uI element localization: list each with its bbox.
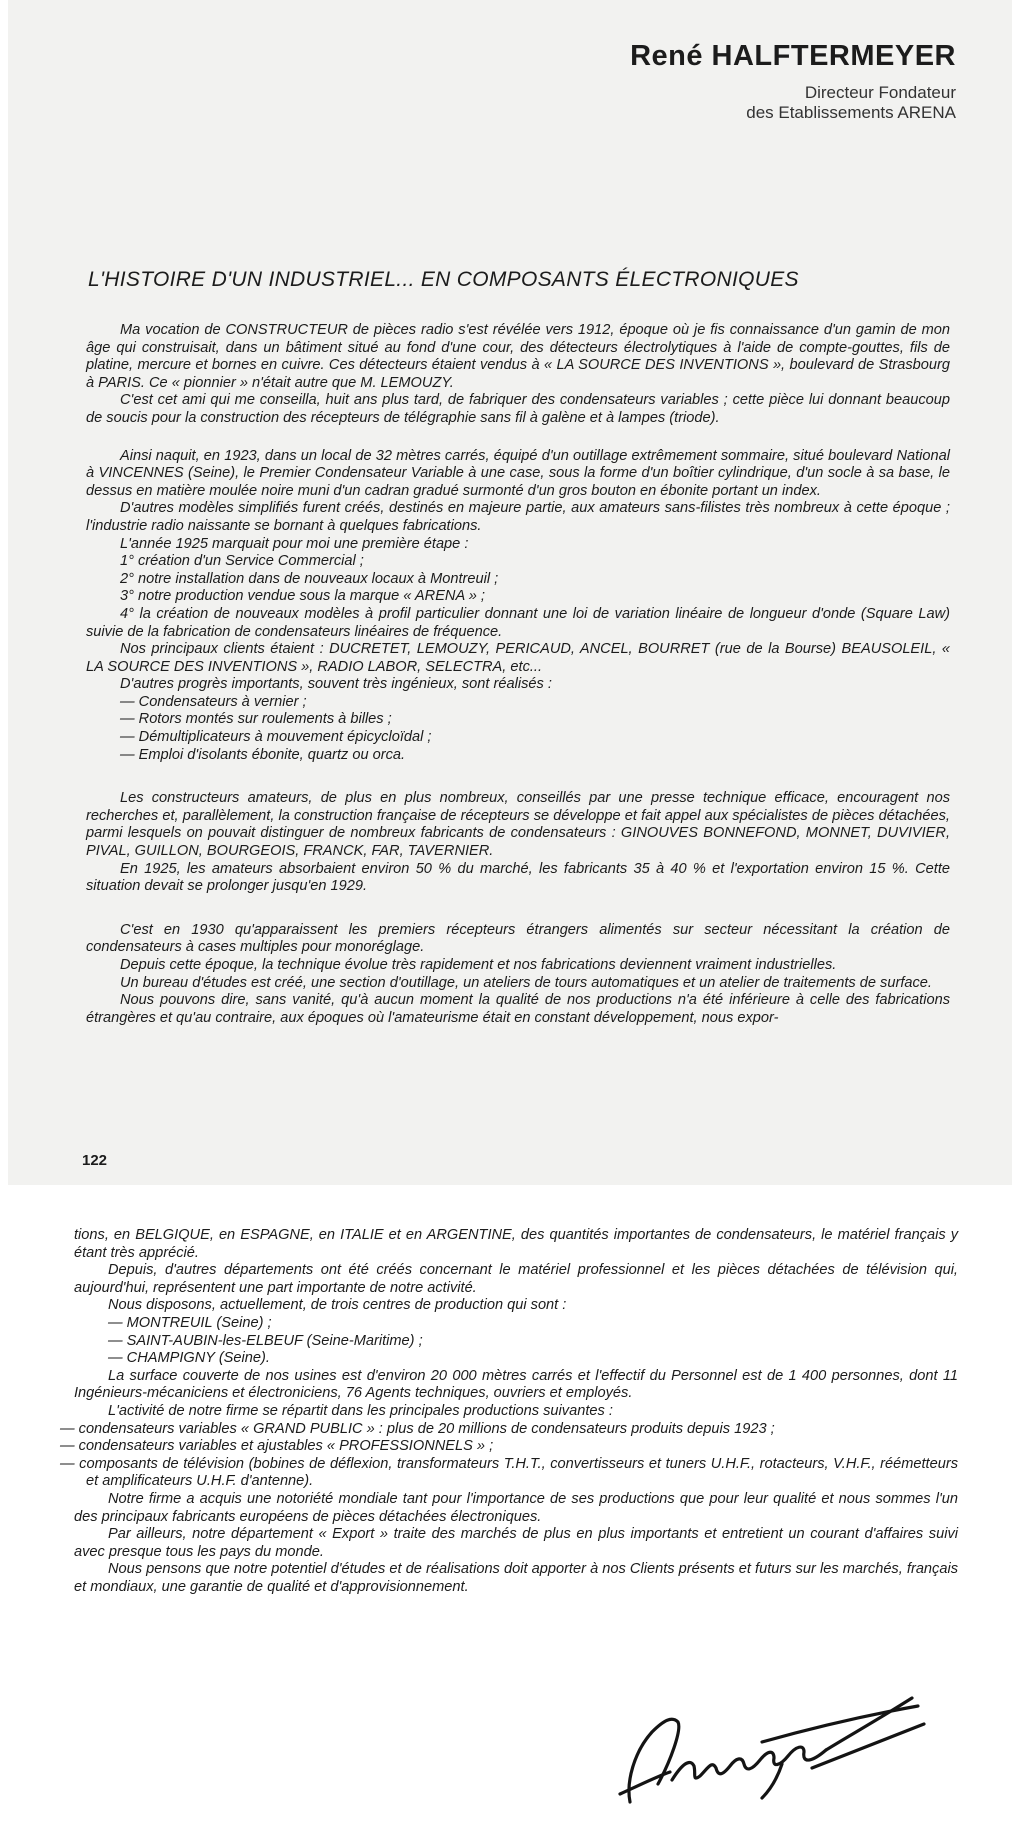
list-item: — CHAMPIGNY (Seine). <box>108 1350 270 1367</box>
paragraph: En 1925, les amateurs absorbaient environ 50 % du marché, les fabricants 35 à 40 % et l'exportation environ 15 %. Cette situation devait se prolonger jusqu'en 1929. <box>86 860 950 895</box>
article-body-part-2 <box>60 1227 958 1596</box>
article-body-part-1 <box>86 322 950 1027</box>
list-item: — condensateurs variables et ajustables « PROFESSIONNELS » ; <box>60 1438 494 1455</box>
page-number: 122 <box>82 1152 108 1169</box>
paragraph: La surface couverte de nos usines est d'environ 20 000 mètres carrés et l'effectif du Personnel est de 1 400 personnes, dont 11 Ingénieurs-mécaniciens et électroniciens, 76 Agents techniques, ouvriers et employés. <box>74 1367 958 1402</box>
author-block <box>630 40 956 123</box>
paragraph: Notre firme a acquis une notoriété mondiale tant pour l'importance de ses productions que pour leur qualité et nous sommes l'un des principaux fabricants européens de pièces détachées électroniques. <box>74 1490 958 1525</box>
paragraph: Depuis, d'autres départements ont été créés concernant le matériel professionnel et les pièces détachées de télévision qui, aujourd'hui, représentent une part importante de notre activité. <box>74 1262 958 1296</box>
paragraph: Depuis cette époque, la technique évolue très rapidement et nos fabrications deviennent vraiment industrielles. <box>120 957 837 973</box>
list-item: — Emploi d'isolants ébonite, quartz ou orca. <box>120 746 406 763</box>
paragraph: L'activité de notre firme se répartit dans les principales productions suivantes : <box>108 1402 613 1419</box>
paragraph: Ma vocation de CONSTRUCTEUR de pièces radio s'est révélée vers 1912, époque où je fis connaissance d'un gamin de mon âge qui construisait, dans un bâtiment situé au fond d'une cour, des détecteurs électrolytiques à l'aide de compte-gouttes, fils de platine, mercure et bornes en cuivre. Ces détecteurs étaient vendus à « LA SOURCE DES INVENTIONS », boulevard de Strasbourg à PARIS. Ce « pionnier » n'était autre que M. LEMOUZY. <box>86 322 950 391</box>
paragraph: Ainsi naquit, en 1923, dans un local de 32 mètres carrés, équipé d'un outillage extrêmement sommaire, situé boulevard National à VINCENNES (Seine), le Premier Condensateur Variable à une case, sous la forme d'un boîtier cylindrique, d'un socle à sa base, le dessus en matière moulée noire muni d'un cadran gradué surmonté d'un gros bouton en ébonite portant un index. <box>86 447 950 499</box>
paragraph: D'autres progrès importants, souvent très ingénieux, sont réalisés : <box>120 676 552 693</box>
list-item: — MONTREUIL (Seine) ; <box>108 1314 272 1331</box>
paragraph: Un bureau d'études est créé, une section d'outillage, un ateliers de tours automatiques et un atelier de traitements de surface. <box>120 974 932 991</box>
list-item: 2° notre installation dans de nouveaux locaux à Montreuil ; <box>120 570 499 587</box>
list-item: — Rotors montés sur roulements à billes ; <box>120 711 392 728</box>
paragraph: D'autres modèles simplifiés furent créés, destinés en majeure partie, aux amateurs sans-filistes très nombreux à cette époque ; l'industrie radio naissante se bornant à quelques fabrications. <box>86 500 950 534</box>
list-item: 3° notre production vendue sous la marque « ARENA » ; <box>120 588 485 605</box>
paragraph: tions, en BELGIQUE, en ESPAGNE, en ITALIE et en ARGENTINE, des quantités importantes de condensateurs, le matériel français y étant très apprécié. <box>74 1227 958 1261</box>
paragraph: Par ailleurs, notre département « Export » traite des marchés de plus en plus importants et entretient un courant d'affaires suivi avec presque tous les pays du monde. <box>74 1526 958 1560</box>
author-role <box>630 83 956 123</box>
paragraph: L'année 1925 marquait pour moi une première étape : <box>120 535 469 552</box>
list-item: — SAINT-AUBIN-les-ELBEUF (Seine-Maritime) ; <box>108 1332 423 1349</box>
paragraph: C'est cet ami qui me conseilla, huit ans plus tard, de fabriquer des condensateurs variables ; cette pièce lui donnant beaucoup de soucis pour la construction des récepteurs de télégraphie sans fil à galène et à lampes (triode). <box>86 392 950 426</box>
paragraph: Nos principaux clients étaient : DUCRETET, LEMOUZY, PERICAUD, ANCEL, BOURRET (rue de la Bourse) BEAUSOLEIL, « LA SOURCE DES INVENTIONS », RADIO LABOR, SELECTRA, etc... <box>86 641 950 675</box>
author-role-line-2: des Etablissements ARENA <box>746 103 956 122</box>
list-item: — condensateurs variables « GRAND PUBLIC » : plus de 20 millions de condensateurs produits depuis 1923 ; <box>60 1420 775 1437</box>
paragraph: Nous disposons, actuellement, de trois centres de production qui sont : <box>108 1297 567 1314</box>
paragraph: Nous pouvons dire, sans vanité, qu'à aucun moment la qualité de nos productions n'a été inférieure à celle des fabrications étrangères et qu'au contraire, aux époques où l'amateurisme était en constant développement, nous expor- <box>86 992 950 1026</box>
list-item: 1° création d'un Service Commercial ; <box>120 553 364 570</box>
list-item: 4° la création de nouveaux modèles à profil particulier donnant une loi de variation linéaire de longueur d'onde (Square Law) suivie de la fabrication de condensateurs linéaires de fréquence. <box>86 605 950 640</box>
article-title: L'HISTOIRE D'UN INDUSTRIEL... EN COMPOSANTS ÉLECTRONIQUES <box>88 268 799 291</box>
author-role-line-1: Directeur Fondateur <box>804 83 956 102</box>
handwritten-signature <box>612 1672 932 1812</box>
list-item: — composants de télévision (bobines de déflexion, transformateurs T.H.T., convertisseurs et tuners U.H.F., rotacteurs, V.H.F., réémetteurs et amplificateurs U.H.F. d'antenne). <box>60 1455 958 1490</box>
paragraph: Nous pensons que notre potentiel d'études et de réalisations doit apporter à nos Clients présents et futurs sur les marchés, français et mondiaux, une garantie de qualité et d'approvisionnement. <box>74 1561 958 1595</box>
list-item: — Démultiplicateurs à mouvement épicycloïdal ; <box>120 729 432 746</box>
author-name: René HALFTERMEYER <box>630 40 956 72</box>
paragraph: Les constructeurs amateurs, de plus en plus nombreux, conseillés par une presse technique efficace, encouragent nos recherches et, parallèlement, la construction française de récepteurs se développe et fait appel aux spécialistes de pièces détachées, parmi lesquels on pouvait distinguer de nombreux fabricants de condensateurs : GINOUVES BONNEFOND, MONNET, DUVIVIER, PIVAL, GUILLON, BOURGEOIS, FRANCK, FAR, TAVERNIER. <box>86 790 950 860</box>
list-item: — Condensateurs à vernier ; <box>120 693 307 710</box>
paragraph: C'est en 1930 qu'apparaissent les premiers récepteurs étrangers alimentés sur secteur nécessitant la création de condensateurs à cases multiples pour monoréglage. <box>86 921 950 956</box>
